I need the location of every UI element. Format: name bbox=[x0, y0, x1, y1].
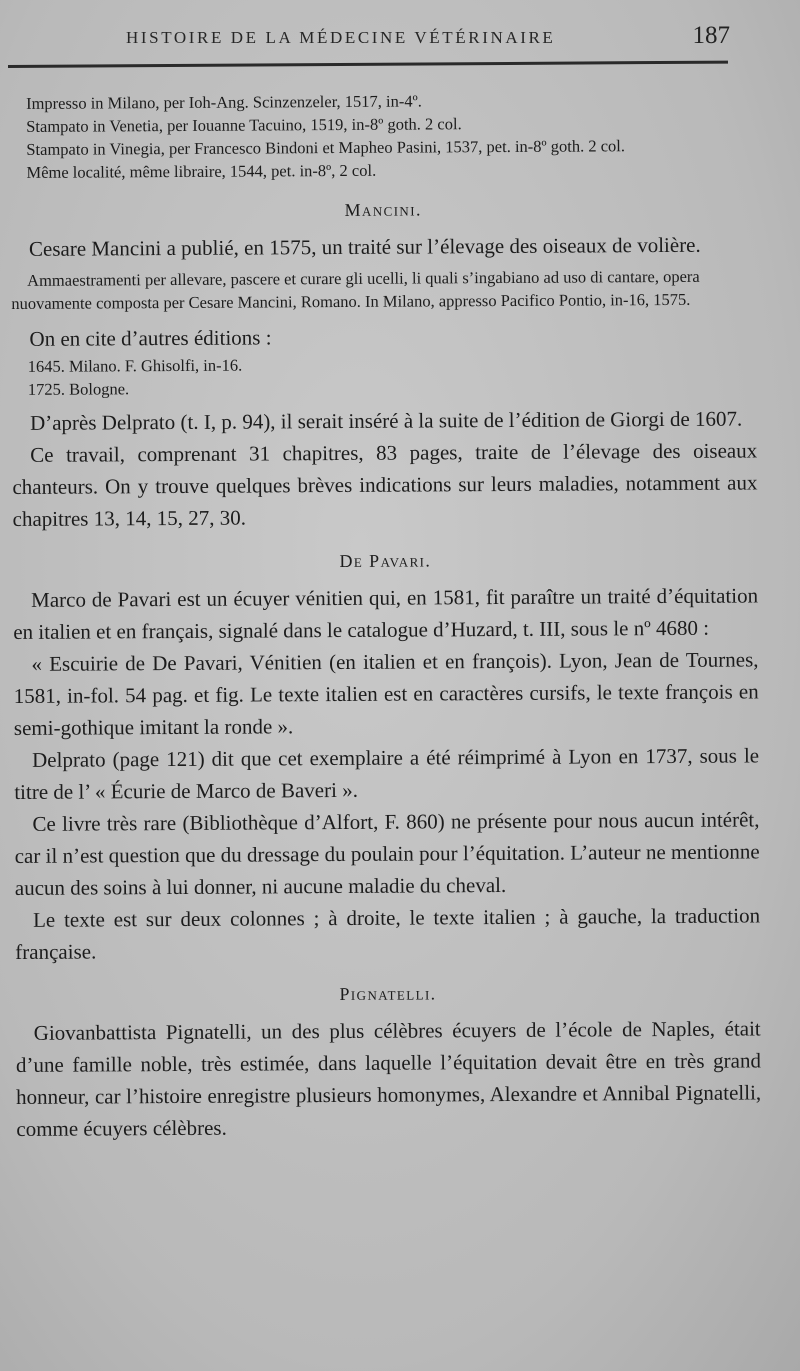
reference-line: Stampato in Vinegia, per Francesco Bindoni et Mapheo Pasini, 1537, pet. in-8º goth. 2 col. bbox=[26, 136, 626, 159]
pavari-paragraph: Ce livre très rare (Bibliothèque d’Alfort, F. 860) ne présente pour nous aucun intérêt, car il n’est question que du dressage du poulain pour l’équitation. L’auteur ne mentionne aucun des soins à lui donner, ni aucune maladie du cheval. bbox=[14, 807, 760, 900]
mancini-citation: Ammaestramenti per allevare, pascere et curare gli ucelli, li quali s’ingabiano ad uso di cantare, opera nuovamente composta per Cesare Mancini, Romano. In Milano, appresso Pacifico Pontio, in-16, 1575. bbox=[11, 266, 700, 313]
running-header bbox=[0, 22, 800, 58]
running-title: HISTOIRE DE LA MÉDECINE VÉTÉRINAIRE bbox=[126, 28, 556, 47]
mancini-intro: Cesare Mancini a publié, en 1575, un traité sur l’élevage des oiseaux de volière. bbox=[28, 232, 701, 261]
section-heading-pavari: De Pavari. bbox=[339, 550, 432, 571]
mancini-paragraph: Ce travail, comprenant 31 chapitres, 83 pages, traite de l’élevage des oiseaux chanteurs. On y trouve quelques brèves indications sur leurs maladies, notamment aux chapitres 13, 14, 15, 27, 30. bbox=[12, 438, 758, 531]
header-rule bbox=[8, 61, 728, 68]
pavari-paragraph: Delprato (page 121) dit que cet exemplaire a été réimprimé à Lyon en 1737, sous le titre de l’ « Écurie de Marco de Baveri ». bbox=[14, 743, 760, 804]
edition-line: 1725. Bologne. bbox=[27, 379, 130, 399]
mancini-paragraph: D’après Delprato (t. I, p. 94), il serait inséré à la suite de l’édition de Giorgi de 1607. bbox=[29, 406, 743, 435]
reference-line: Impresso in Milano, per Ioh-Ang. Scinzenzeler, 1517, in-4º. bbox=[26, 91, 422, 113]
mancini-editions-intro: On en cite d’autres éditions : bbox=[29, 325, 272, 351]
pavari-paragraph: Marco de Pavari est un écuyer vénitien qui, en 1581, fit paraître un traité d’équitation en italien et en français, signalé dans le catalogue d’Huzard, t. III, sous le nº 4680 : bbox=[13, 583, 759, 644]
reference-line: Même localité, même libraire, 1544, pet. in-8º, 2 col. bbox=[26, 160, 377, 182]
section-heading-pignatelli: Pignatelli. bbox=[339, 983, 437, 1005]
pavari-quote: « Escuirie de De Pavari, Vénitien (en italien et en françois). Lyon, Jean de Tournes, 1581, in-fol. 54 pag. et fig. Le texte italien est en caractères cursifs, le texte françois en semi-gothique imitant la ronde ». bbox=[13, 647, 759, 740]
page-content bbox=[10, 87, 761, 1145]
top-references bbox=[10, 87, 756, 184]
section-heading-mancini: Mancini. bbox=[344, 199, 422, 220]
pignatelli-paragraph: Giovanbattista Pignatelli, un des plus célèbres écuyers de l’école de Naples, était d’une famille noble, très estimée, dans laquelle l’équitation devait être en très grand honneur, car l’histoire enregistre plusieurs homonymes, Alexandre et Annibal Pignatelli, comme écuyers célèbres. bbox=[15, 1016, 762, 1141]
page-number: 187 bbox=[692, 22, 730, 49]
pavari-paragraph: Le texte est sur deux colonnes ; à droite, le texte italien ; à gauche, la traduction française. bbox=[15, 903, 761, 964]
reference-line: Stampato in Venetia, per Iouanne Tacuino, 1519, in-8º goth. 2 col. bbox=[26, 114, 462, 136]
edition-line: 1645. Milano. F. Ghisolfi, in-16. bbox=[27, 355, 243, 376]
